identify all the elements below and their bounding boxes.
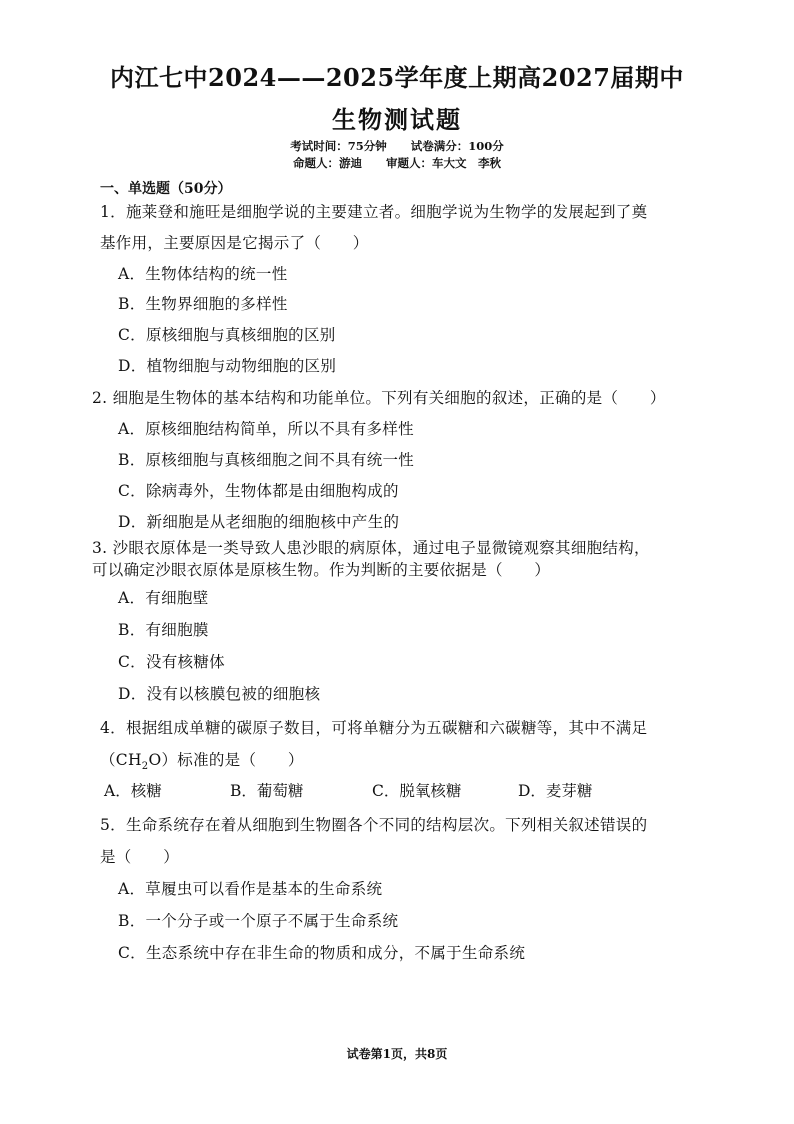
q3-stem-line1: 3. 沙眼衣原体是一类导致人患沙眼的病原体，通过电子显微镜观察其细胞结构， [92, 539, 650, 557]
q3-option-b: B．有细胞膜 [118, 621, 209, 639]
q5-option-c: C．生态系统中存在非生命的物质和成分，不属于生命系统 [118, 944, 526, 962]
question-setter: 命题人：游迪 [292, 156, 362, 170]
q2-stem: 2. 细胞是生物体的基本结构和功能单位。下列有关细胞的叙述，正确的是（ ） [92, 389, 666, 407]
q2-option-a: A．原核细胞结构简单，所以不具有多样性 [118, 420, 414, 438]
q3-option-a: A．有细胞壁 [118, 589, 209, 607]
exam-title-line1: 内江七中2024——2025学年度上期高2027届期中 [110, 63, 684, 92]
q3-option-d: D．没有以核膜包被的细胞核 [118, 685, 321, 703]
q4-formula-prefix: （CH [100, 751, 142, 769]
q4-option-d: D．麦芽糖 [518, 782, 593, 800]
question-reviewer: 审题人：车大文 李秋 [386, 156, 501, 170]
q4-formula-subscript: 2 [141, 761, 149, 773]
q2-option-c: C．除病毒外，生物体都是由细胞构成的 [118, 482, 399, 500]
q3-option-c: C．没有核糖体 [118, 653, 225, 671]
section-title: 一、单选题（50分） [100, 181, 232, 197]
q5-stem-line1: 5．生命系统存在着从细胞到生物圈各个不同的结构层次。下列相关叙述错误的 [100, 816, 648, 834]
q4-option-b: B．葡萄糖 [230, 782, 304, 800]
q1-option-b: B．生物界细胞的多样性 [118, 295, 288, 313]
exam-time: 考试时间：75分钟 [290, 139, 387, 153]
q1-stem-line1: 1．施莱登和施旺是细胞学说的主要建立者。细胞学说为生物学的发展起到了奠 [100, 203, 648, 221]
full-score: 试卷满分：100分 [410, 139, 504, 153]
q4-stem-line1: 4．根据组成单糖的碳原子数目，可将单糖分为五碳糖和六碳糖等，其中不满足 [100, 719, 648, 737]
exam-meta-row1 [0, 138, 794, 154]
q5-stem-line2: 是（ ） [100, 848, 180, 866]
exam-meta-row2 [0, 155, 794, 171]
q4-stem-line2 [100, 748, 304, 772]
q5-option-b: B．一个分子或一个原子不属于生命系统 [118, 912, 399, 930]
q1-stem-line2: 基作用，主要原因是它揭示了（ ） [100, 234, 369, 252]
q4-option-a: A．核糖 [104, 782, 162, 800]
page-footer: 试卷第1页，共8页 [346, 1047, 448, 1061]
q1-option-a: A．生物体结构的统一性 [118, 265, 288, 283]
q4-options-row [104, 779, 592, 801]
q4-option-c: C．脱氧核糖 [372, 782, 462, 800]
q2-option-d: D．新细胞是从老细胞的细胞核中产生的 [118, 513, 400, 531]
q3-stem-line2: 可以确定沙眼衣原体是原核生物。作为判断的主要依据是（ ） [92, 561, 551, 579]
q1-option-c: C．原核细胞与真核细胞的区别 [118, 326, 336, 344]
q1-option-d: D．植物细胞与动物细胞的区别 [118, 357, 337, 375]
q5-option-a: A．草履虫可以看作是基本的生命系统 [118, 880, 383, 898]
q4-formula-suffix: O） [148, 751, 178, 769]
q2-option-b: B．原核细胞与真核细胞之间不具有统一性 [118, 451, 415, 469]
exam-title-line2: 生物测试题 [332, 105, 462, 134]
q4-stem-text: 标准的是（ ） [177, 751, 304, 769]
